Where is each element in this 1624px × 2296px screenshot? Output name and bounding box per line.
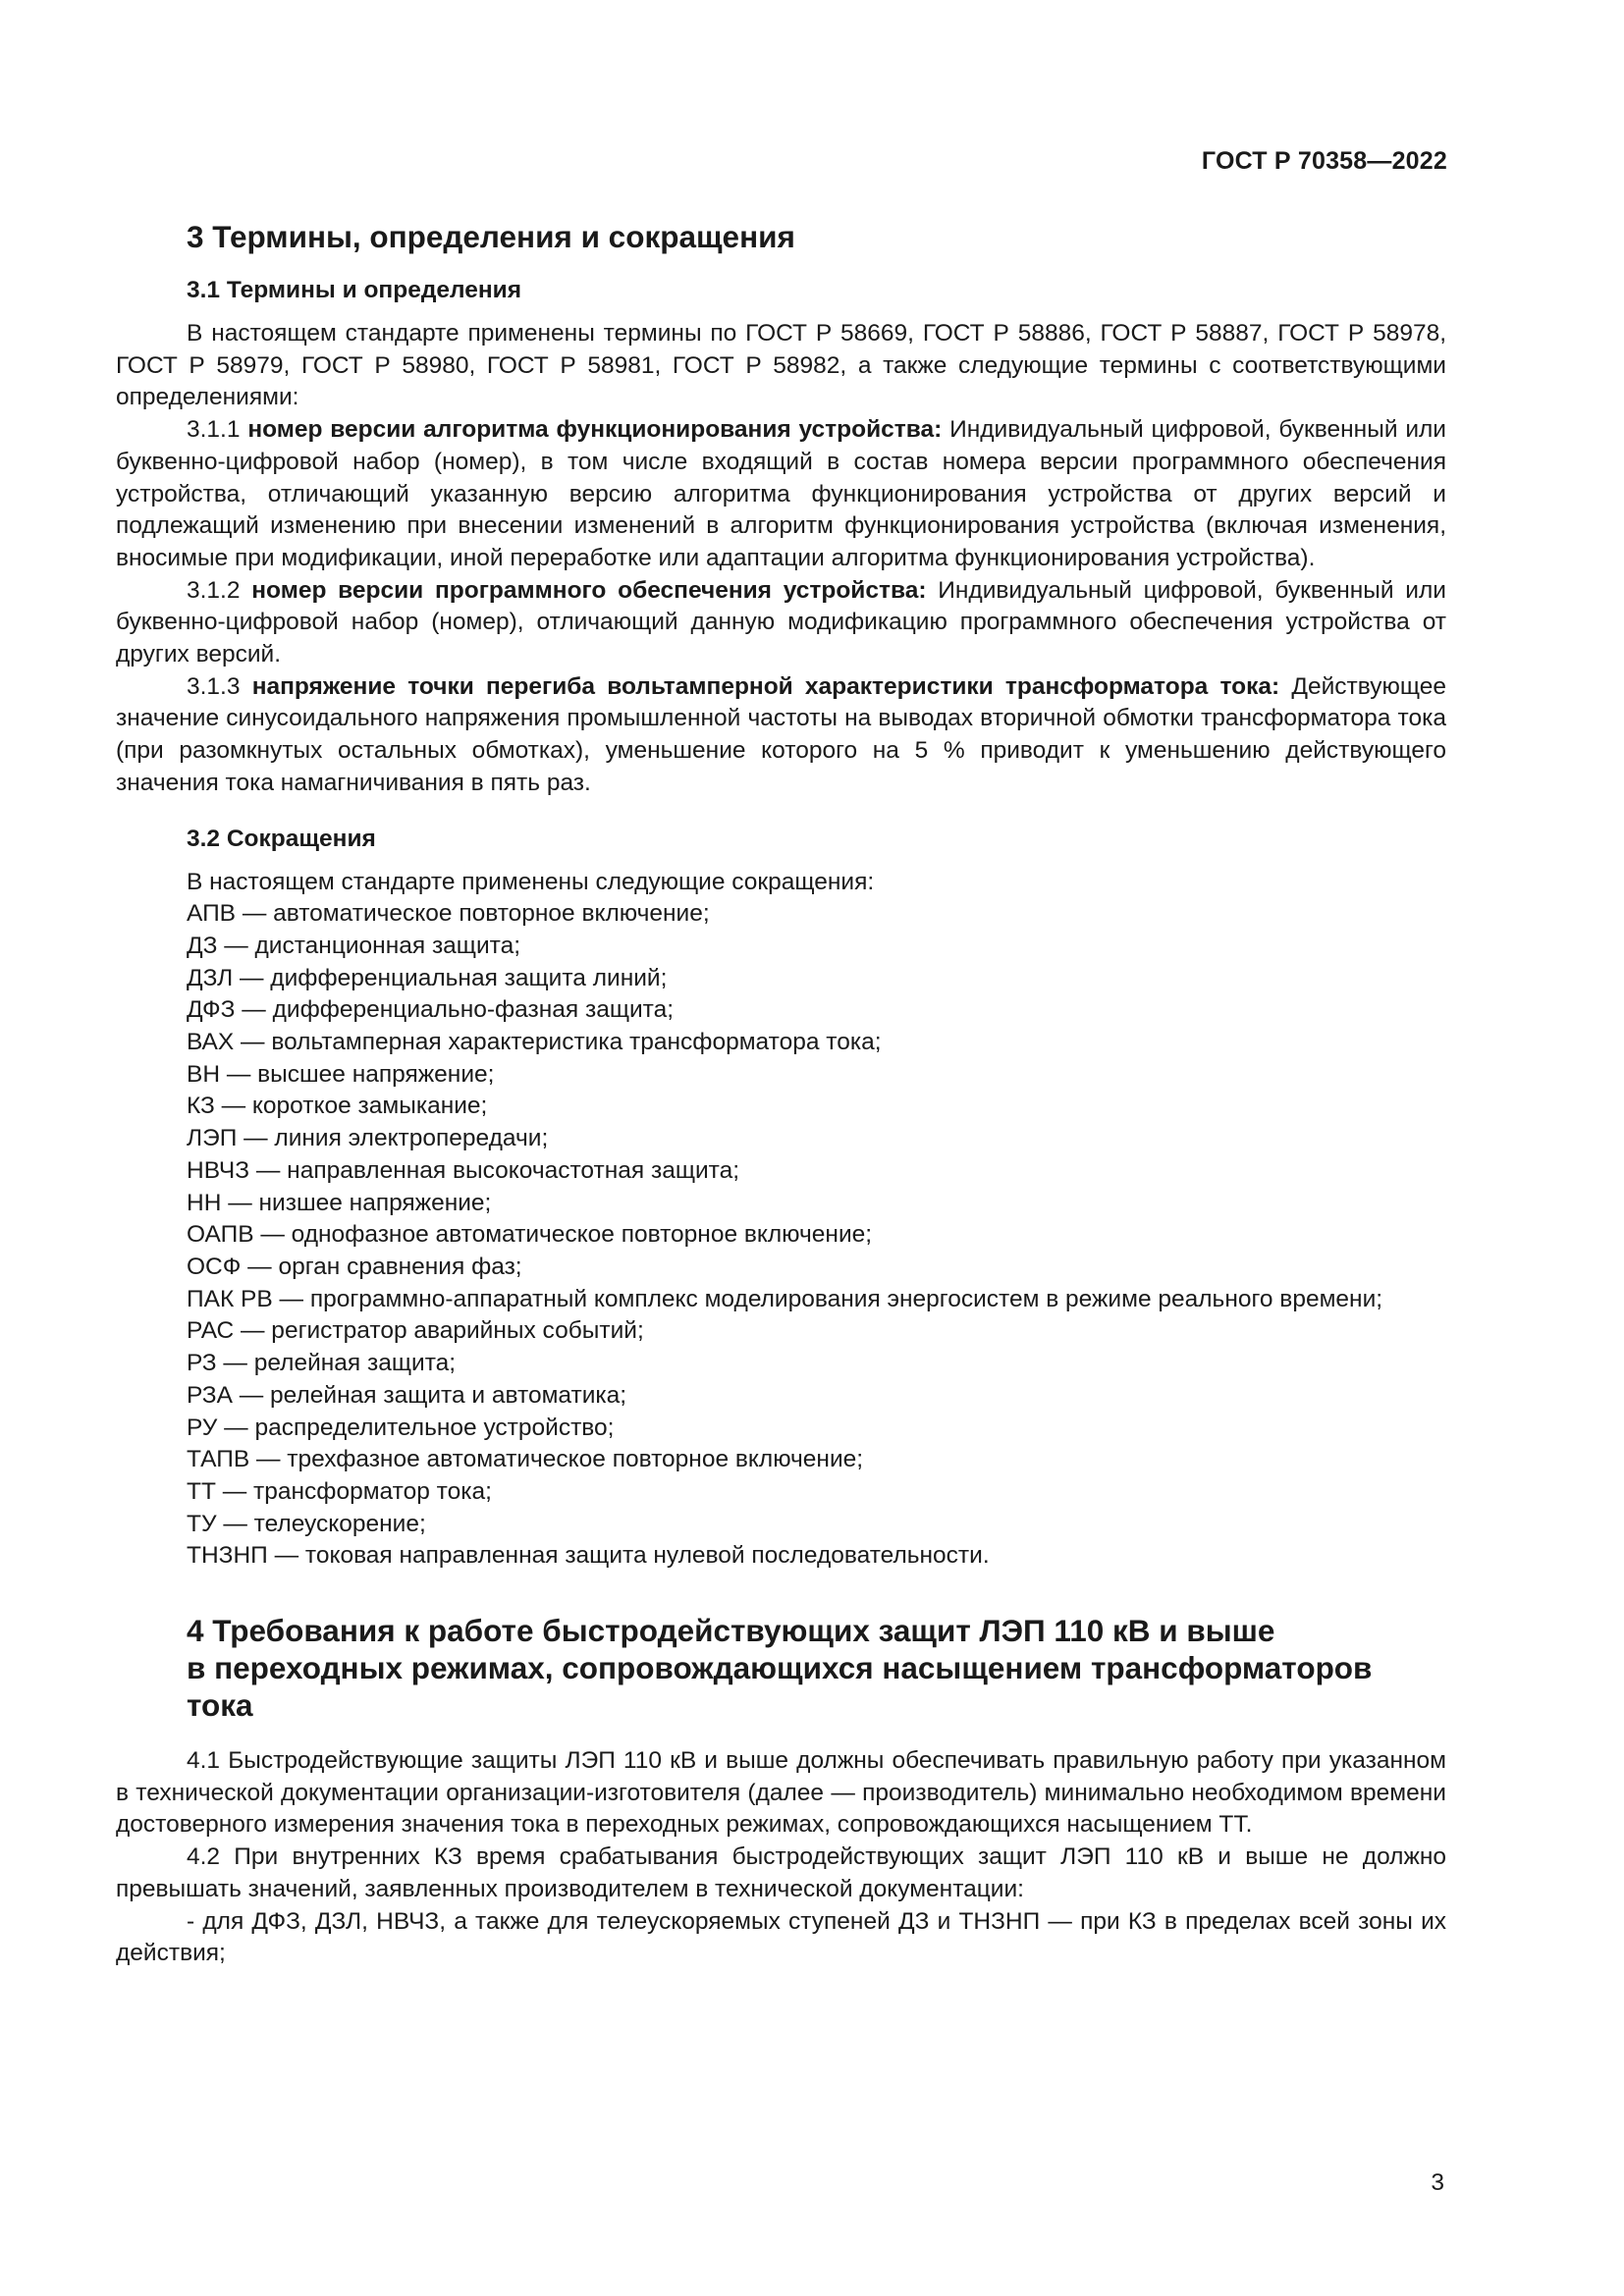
list-item: АПВ — автоматическое повторное включение; <box>187 900 710 928</box>
page-number: 3 <box>1431 2169 1444 2196</box>
list-item: ТУ — телеускорение; <box>187 1510 426 1537</box>
abbreviations-list <box>116 867 1446 1573</box>
list-item: РУ — распределительное устройство; <box>187 1414 615 1441</box>
list-item: ЛЭП — линия электропередачи; <box>187 1125 549 1152</box>
term-definition: Индивидуальный цифровой, буквенный или буквенно-цифровой набор (номер), в том числе входящий в состав номера версии программного обеспечения устройства, отличающий указанную версию алгоритма функционирования устройства от других версий и подлежащий изменению при внесении изменений в алгоритм функционирования устройства (включая изменения, вносимые при модификации, иной переработке или адаптации алгоритма функционирования устройства). <box>116 416 1446 571</box>
list-item: ВАХ — вольтамперная характеристика трансформатора тока; <box>187 1029 882 1056</box>
subsection-3-1-title: 3.1 Термины и определения <box>187 277 522 303</box>
term-definition: Действующее значение синусоидального напряжения промышленной частоты на выводах вторичной обмотки трансформатора тока (при разомкнутых остальных обмотках), уменьшение которого на 5 % приводит к уменьшению действующего значения тока намагничивания в пять раз. <box>116 672 1446 796</box>
term-3-1-1 <box>116 414 1446 575</box>
page-content <box>116 218 1446 1970</box>
section-4-title-line-1: 4 Требования к работе быстродействующих защит ЛЭП 110 кВ и выше <box>187 1613 1275 1649</box>
list-item: РЗА — релейная защита и автоматика; <box>187 1381 627 1409</box>
list-item: ДЗ — дистанционная защита; <box>187 932 521 959</box>
term-3-1-2 <box>116 575 1446 671</box>
list-item: РЗ — релейная защита; <box>187 1350 457 1377</box>
list-item: КЗ — короткое замыкание; <box>187 1093 488 1120</box>
subsection-3-2-title: 3.2 Сокращения <box>187 825 376 852</box>
term-name: напряжение точки перегиба вольтамперной характеристики трансформатора тока: <box>251 672 1280 700</box>
terms-intro-paragraph: В настоящем стандарте применены термины по ГОСТ Р 58669, ГОСТ Р 58886, ГОСТ Р 58887, ГОСТ Р 58978, ГОСТ Р 58979, ГОСТ Р 58980, ГОСТ Р 58981, ГОСТ Р 58982, а также следующие термины с соответствующими определениями: <box>116 320 1446 411</box>
list-item: ОСФ — орган сравнения фаз; <box>187 1253 522 1280</box>
list-item: ТАПВ — трехфазное автоматическое повторное включение; <box>187 1446 864 1473</box>
list-item: ОАПВ — однофазное автоматическое повторное включение; <box>187 1221 873 1249</box>
paragraph-4-2: 4.2 При внутренних КЗ время срабатывания быстродействующих защит ЛЭП 110 кВ и выше не должно превышать значений, заявленных производителем в технической документации: <box>116 1843 1446 1902</box>
section-4-title <box>187 1612 1446 1724</box>
paragraph-4-2-item: - для ДФЗ, ДЗЛ, НВЧЗ, а также для телеускоряемых ступеней ДЗ и ТНЗНП — при КЗ в пределах всей зоны их действия; <box>116 1907 1446 1967</box>
term-number: 3.1.1 <box>187 416 248 444</box>
abbreviations-intro: В настоящем стандарте применены следующие сокращения: <box>187 868 875 895</box>
term-number: 3.1.3 <box>187 672 252 700</box>
list-item: РАС — регистратор аварийных событий; <box>187 1317 644 1345</box>
term-name: номер версии алгоритма функционирования устройства: <box>247 416 943 444</box>
term-3-1-3 <box>116 671 1446 800</box>
section-4-title-line-2: в переходных режимах, сопровождающихся насыщением трансформаторов тока <box>187 1650 1373 1724</box>
list-item: НВЧЗ — направленная высокочастотная защита; <box>187 1156 740 1184</box>
section-3-title: 3 Термины, определения и сокращения <box>187 219 795 254</box>
list-item: ДФЗ — дифференциально-фазная защита; <box>187 996 675 1024</box>
list-item: ДЗЛ — дифференциальная защита линий; <box>187 964 668 991</box>
standard-number: ГОСТ Р 70358—2022 <box>1201 147 1447 175</box>
list-item: ТТ — трансформатор тока; <box>187 1477 492 1505</box>
list-item: ПАК РВ — программно-аппаратный комплекс моделирования энергосистем в режиме реального времени; <box>187 1285 1383 1312</box>
term-definition: Индивидуальный цифровой, буквенный или буквенно-цифровой набор (номер), отличающий данную модификацию программного обеспечения устройства от других версий. <box>116 576 1446 668</box>
list-item: ТНЗНП — токовая направленная защита нулевой последовательности. <box>187 1542 990 1570</box>
term-number: 3.1.2 <box>187 576 252 604</box>
list-item: НН — низшее напряжение; <box>187 1189 492 1216</box>
term-name: номер версии программного обеспечения устройства: <box>251 576 927 604</box>
paragraph-4-1: 4.1 Быстродействующие защиты ЛЭП 110 кВ и выше должны обеспечивать правильную работу при указанном в технической документации организации-изготовителя (далее — производитель) минимально необходимом времени достоверного измерения значения тока в переходных режимах, сопровождающихся насыщением ТТ. <box>116 1747 1446 1839</box>
list-item: ВН — высшее напряжение; <box>187 1060 495 1088</box>
